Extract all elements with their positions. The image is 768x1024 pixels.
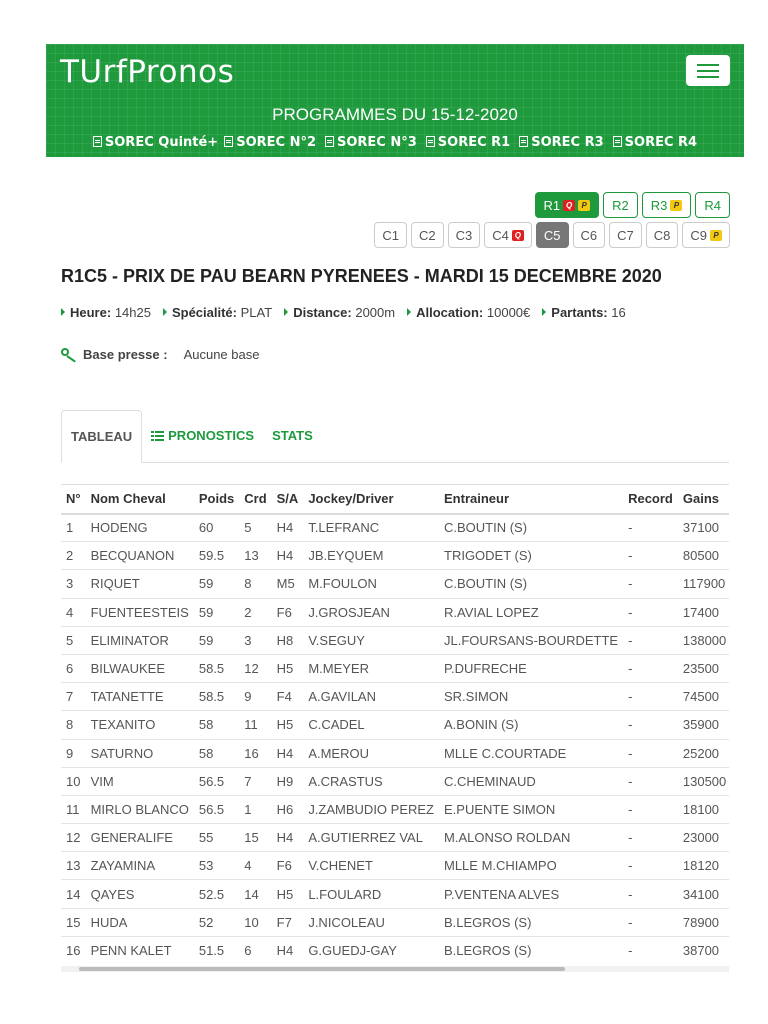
table-cell: 13 (61, 852, 86, 880)
table-cell: F4 (272, 683, 304, 711)
tab-pronostics[interactable] (142, 409, 263, 462)
race-info (61, 305, 638, 320)
sorec-link-label: SOREC R3 (531, 135, 604, 150)
table-cell: - (623, 654, 678, 682)
table-cell: VIM (86, 767, 194, 795)
reunion-label: R3 (650, 197, 668, 213)
base-presse-value: Aucune base (183, 347, 260, 362)
table-cell: BILWAUKEE (86, 654, 194, 682)
list-icon (151, 431, 164, 441)
tab-label: PRONOSTICS (168, 428, 255, 443)
caret-right-icon (542, 308, 546, 316)
table-row[interactable] (61, 626, 729, 654)
table-cell: 7 (239, 767, 271, 795)
race-info-item (407, 305, 530, 320)
table-cell: 13 (239, 542, 271, 570)
table-cell: HUDA (86, 908, 194, 936)
table-cell: F7 (272, 908, 304, 936)
sorec-link-label: SOREC Quinté+ (104, 135, 219, 150)
table-cell: 11 (61, 795, 86, 823)
table-cell: 60 (194, 514, 239, 542)
table-cell: 58 (194, 739, 239, 767)
table-cell: 15 (239, 824, 271, 852)
course-label: C4 (492, 227, 509, 243)
table-cell: - (623, 514, 678, 542)
table-cell: A.CRASTUS (303, 767, 439, 795)
table-cell: 16 (61, 936, 86, 964)
reunion-r4-button[interactable] (695, 192, 730, 218)
table-cell: 59 (194, 626, 239, 654)
table-cell: 138000 (678, 626, 729, 654)
pdf-icon (519, 136, 528, 147)
table-cell: 58 (194, 711, 239, 739)
caret-right-icon (163, 308, 167, 316)
tab-stats[interactable] (263, 409, 322, 462)
race-title: R1C5 - PRIX DE PAU BEARN PYRENEES - MARDI 15 DECEMBRE 2020 (61, 266, 662, 286)
course-label: C1 (382, 227, 399, 243)
table-cell: - (623, 711, 678, 739)
table-row[interactable] (61, 795, 729, 823)
tabs (61, 410, 729, 463)
table-row[interactable] (61, 514, 729, 542)
tab-label: TABLEAU (71, 429, 133, 444)
table-cell: P.VENTENA ALVES (439, 880, 623, 908)
course-c9-button[interactable] (682, 222, 730, 248)
table-cell: 58.5 (194, 683, 239, 711)
race-info-label: Heure: (70, 305, 112, 320)
table-cell: 8 (61, 711, 86, 739)
menu-toggle-button[interactable] (686, 55, 730, 86)
reunion-r1-button[interactable] (535, 192, 600, 218)
pdf-icon (325, 136, 334, 147)
table-cell: 56.5 (194, 795, 239, 823)
table-cell: - (623, 936, 678, 964)
table-cell: - (623, 626, 678, 654)
course-label: C2 (419, 227, 436, 243)
table-cell: 23000 (678, 824, 729, 852)
table-cell: 9 (239, 683, 271, 711)
table-cell: G.GUEDJ-GAY (303, 936, 439, 964)
table-cell: 3 (61, 570, 86, 598)
table-cell: - (623, 739, 678, 767)
sorec-link-label: SOREC N°2 (236, 135, 316, 150)
table-cell: 17400 (678, 598, 729, 626)
race-info-value: 16 (611, 305, 626, 320)
table-cell: 14 (239, 880, 271, 908)
table-cell: J.NICOLEAU (303, 908, 439, 936)
table-cell: 12 (61, 824, 86, 852)
course-c7-button[interactable] (609, 222, 642, 248)
table-cell: C.CHEMINAUD (439, 767, 623, 795)
course-label: C9 (690, 227, 707, 243)
course-c6-button[interactable] (573, 222, 606, 248)
sorec-link[interactable] (325, 135, 417, 150)
table-cell: 51.5 (194, 936, 239, 964)
race-info-item (542, 305, 625, 320)
hamburger-icon (697, 76, 719, 78)
column-header: Gains (678, 485, 729, 514)
table-cell: H4 (272, 542, 304, 570)
reunion-selector (535, 192, 731, 218)
sorec-links (46, 135, 744, 150)
table-cell: 3 (239, 626, 271, 654)
course-label: C7 (617, 227, 634, 243)
table-cell: 10 (61, 767, 86, 795)
sorec-link[interactable] (93, 135, 218, 150)
key-icon (61, 348, 77, 362)
table-cell: JL.FOURSANS-BOURDETTE (439, 626, 623, 654)
table-cell: F6 (272, 852, 304, 880)
race-info-item (163, 305, 272, 320)
table-row[interactable] (61, 880, 729, 908)
pdf-icon (426, 136, 435, 147)
course-c1-button[interactable] (374, 222, 407, 248)
table-body (61, 514, 729, 965)
race-info-item (61, 305, 151, 320)
table-cell: PENN KALET (86, 936, 194, 964)
table-cell: A.GAVILAN (303, 683, 439, 711)
course-c3-button[interactable] (448, 222, 481, 248)
table-row[interactable] (61, 852, 729, 880)
table-cell: T.LEFRANC (303, 514, 439, 542)
table-row[interactable] (61, 598, 729, 626)
column-header: N° (61, 485, 86, 514)
table-row[interactable] (61, 908, 729, 936)
base-presse (61, 347, 259, 362)
table-cell: 55 (194, 824, 239, 852)
pmu-badge-icon: P (670, 200, 682, 211)
table-cell: - (623, 767, 678, 795)
table-cell: 4 (239, 852, 271, 880)
sorec-link[interactable] (613, 135, 697, 150)
table-cell: F6 (272, 598, 304, 626)
quinte-badge-icon: Q (512, 230, 524, 241)
table-cell: A.MEROU (303, 739, 439, 767)
pmu-badge-icon: P (710, 230, 722, 241)
table-cell: FUENTEESTEIS (86, 598, 194, 626)
course-label: C5 (543, 227, 561, 243)
table-cell: GENERALIFE (86, 824, 194, 852)
table-cell: H4 (272, 514, 304, 542)
pdf-icon (224, 136, 233, 147)
table-cell: 59 (194, 570, 239, 598)
table-cell: 56.5 (194, 767, 239, 795)
table-cell: H4 (272, 739, 304, 767)
table-cell: C.CADEL (303, 711, 439, 739)
table-cell: B.LEGROS (S) (439, 936, 623, 964)
sorec-link-label: SOREC N°3 (337, 135, 417, 150)
table-cell: - (623, 795, 678, 823)
base-presse-label: Base presse : (83, 347, 168, 362)
table-cell: 15 (61, 908, 86, 936)
course-c8-button[interactable] (646, 222, 679, 248)
table-cell: MLLE C.COURTADE (439, 739, 623, 767)
sorec-link-label: SOREC R1 (437, 135, 511, 150)
table-cell: 52 (194, 908, 239, 936)
table-cell: 74500 (678, 683, 729, 711)
sorec-link-label: SOREC R4 (624, 135, 698, 150)
table-row[interactable] (61, 711, 729, 739)
column-header: Jockey/Driver (303, 485, 439, 514)
table-cell: 4 (61, 598, 86, 626)
table-cell: A.BONIN (S) (439, 711, 623, 739)
table-cell: MIRLO BLANCO (86, 795, 194, 823)
sorec-link[interactable] (426, 135, 510, 150)
table-cell: H8 (272, 626, 304, 654)
programmes-title: PROGRAMMES DU 15-12-2020 (272, 105, 518, 124)
horizontal-scrollbar[interactable] (61, 966, 729, 972)
table-cell: 59.5 (194, 542, 239, 570)
table-cell: 117900 (678, 570, 729, 598)
course-label: C3 (455, 227, 473, 243)
table-cell: 14 (61, 880, 86, 908)
column-header: S/A (272, 485, 304, 514)
table-cell: 37100 (678, 514, 729, 542)
table-cell: SATURNO (86, 739, 194, 767)
table-cell: B.LEGROS (S) (439, 908, 623, 936)
table-cell: QAYES (86, 880, 194, 908)
column-header: Crd (239, 485, 271, 514)
race-info-value: PLAT (240, 305, 273, 320)
column-header: Entraineur (439, 485, 623, 514)
table-cell: RIQUET (86, 570, 194, 598)
table-cell: A.GUTIERREZ VAL (303, 824, 439, 852)
table-cell: - (623, 908, 678, 936)
tab-tableau[interactable] (61, 410, 142, 463)
table-cell: 8 (239, 570, 271, 598)
table-row[interactable] (61, 936, 729, 964)
reunion-r3-button[interactable] (642, 192, 692, 218)
table-cell: 80500 (678, 542, 729, 570)
table-cell: E.PUENTE SIMON (439, 795, 623, 823)
table-row[interactable] (61, 683, 729, 711)
table-cell: H5 (272, 654, 304, 682)
table-cell: - (623, 880, 678, 908)
table-cell: M.FOULON (303, 570, 439, 598)
table-row[interactable] (61, 542, 729, 570)
reunion-label: R4 (704, 197, 721, 213)
partants-table-container (61, 484, 729, 970)
table-cell: SR.SIMON (439, 683, 623, 711)
table-cell: J.ZAMBUDIO PEREZ (303, 795, 439, 823)
table-cell: ELIMINATOR (86, 626, 194, 654)
sorec-link[interactable] (224, 135, 316, 150)
table-cell: 2 (239, 598, 271, 626)
table-row[interactable] (61, 654, 729, 682)
table-cell: 1 (61, 514, 86, 542)
table-header-row (61, 485, 729, 514)
table-cell: 18100 (678, 795, 729, 823)
table-cell: C.BOUTIN (S) (439, 570, 623, 598)
table-cell: 7 (61, 683, 86, 711)
table-cell: - (623, 683, 678, 711)
table-cell: M5 (272, 570, 304, 598)
race-info-value: 14h25 (114, 305, 151, 320)
table-cell: - (623, 852, 678, 880)
table-cell: 2 (61, 542, 86, 570)
race-info-label: Partants: (551, 305, 608, 320)
column-header: Record (623, 485, 678, 514)
race-info-value: 2000m (355, 305, 396, 320)
table-cell: 11 (239, 711, 271, 739)
table-cell: 9 (61, 739, 86, 767)
quinte-badge-icon: Q (563, 200, 575, 211)
table-cell: 1 (239, 795, 271, 823)
scrollbar-thumb[interactable] (79, 967, 565, 971)
table-cell: 130500 (678, 767, 729, 795)
table-row[interactable] (61, 824, 729, 852)
table-cell: HODENG (86, 514, 194, 542)
table-cell: L.FOULARD (303, 880, 439, 908)
course-label: C8 (653, 227, 671, 243)
caret-right-icon (284, 308, 288, 316)
caret-right-icon (61, 308, 65, 316)
table-cell: H9 (272, 767, 304, 795)
column-header: Nom Cheval (86, 485, 194, 514)
table-cell: C.BOUTIN (S) (439, 514, 623, 542)
table-cell: M.MEYER (303, 654, 439, 682)
race-info-label: Spécialité: (171, 305, 237, 320)
course-selector (374, 222, 730, 248)
table-cell: 25200 (678, 739, 729, 767)
table-cell: 34100 (678, 880, 729, 908)
table-cell: 6 (239, 936, 271, 964)
table-cell: J.GROSJEAN (303, 598, 439, 626)
table-cell: 12 (239, 654, 271, 682)
caret-right-icon (407, 308, 411, 316)
table-cell: V.CHENET (303, 852, 439, 880)
column-header: Poids (194, 485, 239, 514)
race-info-value: 10000€ (486, 305, 531, 320)
table-cell: - (623, 542, 678, 570)
table-row[interactable] (61, 570, 729, 598)
table-cell: R.AVIAL LOPEZ (439, 598, 623, 626)
course-c4-button[interactable] (484, 222, 532, 248)
table-cell: MLLE M.CHIAMPO (439, 852, 623, 880)
site-header (46, 44, 744, 157)
reunion-label: R1 (543, 197, 561, 213)
partants-table (61, 484, 729, 965)
table-cell: 6 (61, 654, 86, 682)
table-cell: TATANETTE (86, 683, 194, 711)
table-cell: 52.5 (194, 880, 239, 908)
table-cell: H4 (272, 824, 304, 852)
table-cell: H5 (272, 880, 304, 908)
table-cell: 18120 (678, 852, 729, 880)
table-cell: 23500 (678, 654, 729, 682)
table-cell: H5 (272, 711, 304, 739)
race-info-label: Allocation: (416, 305, 484, 320)
table-row[interactable] (61, 767, 729, 795)
course-c5-button[interactable] (536, 222, 569, 248)
table-cell: 53 (194, 852, 239, 880)
table-cell: 78900 (678, 908, 729, 936)
table-cell: 35900 (678, 711, 729, 739)
table-cell: 5 (61, 626, 86, 654)
table-cell: H6 (272, 795, 304, 823)
table-cell: JB.EYQUEM (303, 542, 439, 570)
tab-label: STATS (272, 428, 313, 443)
table-cell: 58.5 (194, 654, 239, 682)
hamburger-icon (697, 64, 719, 66)
pmu-badge-icon: P (578, 200, 590, 211)
table-cell: - (623, 598, 678, 626)
reunion-r2-button[interactable] (603, 192, 638, 218)
table-cell: BECQUANON (86, 542, 194, 570)
table-cell: TEXANITO (86, 711, 194, 739)
table-cell: 16 (239, 739, 271, 767)
table-cell: ZAYAMINA (86, 852, 194, 880)
table-cell: M.ALONSO ROLDAN (439, 824, 623, 852)
race-info-label: Distance: (293, 305, 352, 320)
table-row[interactable] (61, 739, 729, 767)
hamburger-icon (697, 70, 719, 72)
race-info-item (284, 305, 395, 320)
sorec-link[interactable] (519, 135, 603, 150)
pdf-icon (93, 136, 102, 147)
table-cell: 59 (194, 598, 239, 626)
course-label: C6 (580, 227, 598, 243)
table-cell: - (623, 570, 678, 598)
table-cell: P.DUFRECHE (439, 654, 623, 682)
table-cell: - (623, 824, 678, 852)
course-c2-button[interactable] (411, 222, 444, 248)
table-cell: TRIGODET (S) (439, 542, 623, 570)
pdf-icon (613, 136, 622, 147)
reunion-label: R2 (612, 197, 629, 213)
table-cell: 38700 (678, 936, 729, 964)
table-cell: H4 (272, 936, 304, 964)
table-cell: 10 (239, 908, 271, 936)
table-cell: V.SEGUY (303, 626, 439, 654)
site-logo[interactable]: TUrfPronos (60, 54, 235, 90)
table-cell: 5 (239, 514, 271, 542)
